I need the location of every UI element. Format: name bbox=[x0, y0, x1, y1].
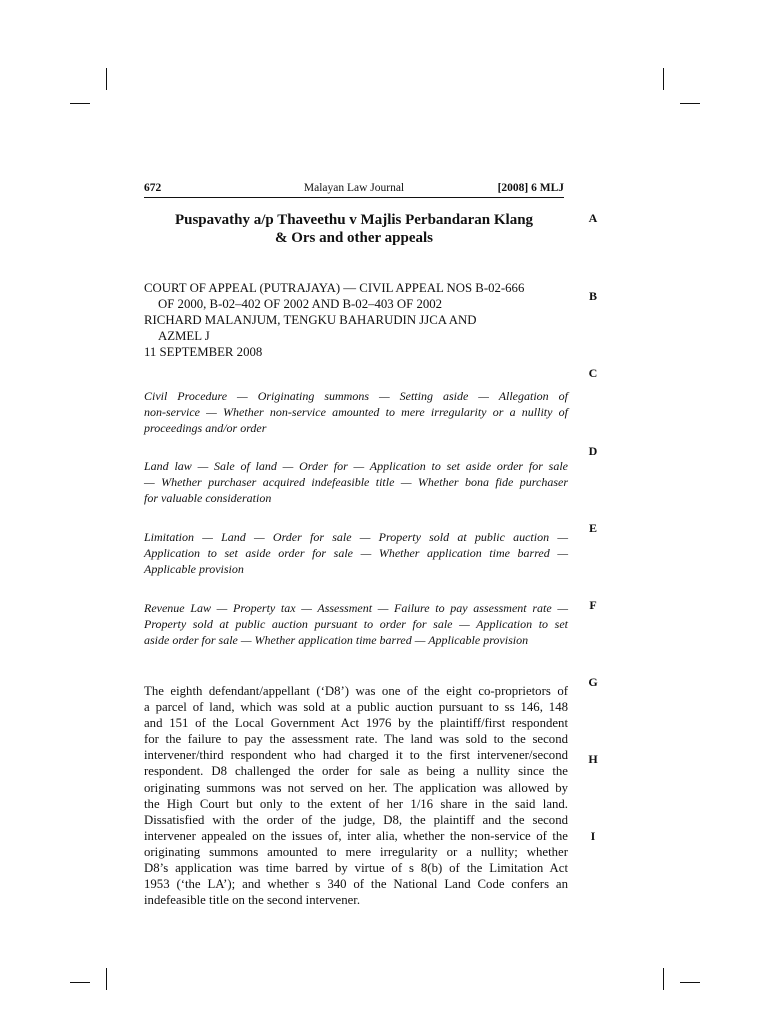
crop-mark-top-left-vertical bbox=[106, 68, 107, 90]
catchword-line: Revenue Law — Property tax — Assessment — Failure to pay assessment rate — bbox=[144, 601, 568, 615]
crop-mark-top-right-vertical bbox=[663, 68, 664, 90]
court-info bbox=[144, 280, 568, 360]
catchword-line: Land law — Sale of land — Order for — Application to set aside order for sale bbox=[144, 459, 568, 473]
catchword-line: Application to set aside order for sale — Whether application time barred — bbox=[144, 546, 568, 560]
crop-mark-bottom-right-horizontal bbox=[680, 982, 700, 983]
headnote-line: intervener/third respondent who had charged it to the first intervener/second bbox=[144, 748, 568, 763]
catchword-land-law bbox=[144, 458, 568, 506]
crop-mark-bottom-right-vertical bbox=[663, 968, 664, 990]
crop-mark-top-right-horizontal bbox=[680, 103, 700, 104]
case-title-line-1: Puspavathy a/p Thaveethu v Majlis Perbandaran Klang bbox=[174, 212, 534, 228]
catchword-line: Property sold at public auction pursuant to order for sale — Application to set bbox=[144, 617, 568, 631]
court-line: COURT OF APPEAL (PUTRAJAYA) — CIVIL APPEAL NOS B-02-666 bbox=[144, 281, 525, 295]
headnote-line: intervener appealed on the issues of, inter alia, whether the non-service of the bbox=[144, 828, 568, 843]
headnote-line: 1953 (‘the LA’); and whether s 340 of the National Land Code confers an bbox=[144, 877, 568, 892]
margin-letter-g: G bbox=[588, 675, 598, 689]
headnote-line: the High Court but only to the extent of her 1/16 share in the said land. bbox=[144, 796, 568, 811]
catchword-line: Applicable provision bbox=[144, 562, 244, 576]
margin-letter-h: H bbox=[588, 752, 598, 766]
judges-line: RICHARD MALANJUM, TENGKU BAHARUDIN JJCA AND bbox=[144, 313, 477, 327]
margin-letter-a: A bbox=[588, 211, 598, 225]
citation: [2008] 6 MLJ bbox=[497, 182, 564, 194]
court-line: OF 2000, B-02–402 OF 2002 AND B-02–403 OF 2002 bbox=[158, 297, 443, 311]
headnote-line: a parcel of land, which was sold at a public auction pursuant to ss 146, 148 bbox=[144, 700, 568, 715]
catchword-line: proceedings and/or order bbox=[144, 421, 267, 435]
case-title bbox=[144, 211, 564, 247]
catchword-line: Limitation — Land — Order for sale — Property sold at public auction — bbox=[144, 530, 568, 544]
headnote-line: originating summons was not served on her. The application was allowed by bbox=[144, 780, 568, 795]
page-number: 672 bbox=[144, 182, 162, 194]
headnote-line: indefeasible title on the second intervener. bbox=[144, 893, 361, 908]
headnote-line: D8’s application was time barred by virtue of s 8(b) of the Limitation Act bbox=[144, 861, 568, 876]
catchword-line: non-service — Whether non-service amounted to mere irregularity or a nullity of bbox=[144, 405, 568, 419]
margin-letter-d: D bbox=[588, 444, 598, 458]
margin-letter-e: E bbox=[588, 521, 597, 535]
catchword-line: for valuable consideration bbox=[144, 491, 272, 505]
headnote-line: and 151 of the Local Government Act 1976 by the plaintiff/first respondent bbox=[144, 716, 568, 731]
crop-mark-bottom-left-horizontal bbox=[70, 982, 90, 983]
headnote-line: Dissatisfied with the order of the judge, D8, the plaintiff and the second bbox=[144, 812, 568, 827]
catchword-limitation bbox=[144, 529, 568, 577]
catchword-revenue-law bbox=[144, 600, 568, 648]
crop-mark-bottom-left-vertical bbox=[106, 968, 107, 990]
headnote-line: respondent. D8 challenged the order for sale as being a nullity since the bbox=[144, 764, 568, 779]
headnote-line: originating summons amounted to mere irregularity or a nullity; whether bbox=[144, 844, 568, 859]
margin-letter-b: B bbox=[588, 289, 597, 303]
headnote-line: The eighth defendant/appellant (‘D8’) was one of the eight co-proprietors of bbox=[144, 684, 568, 698]
header-rule bbox=[144, 197, 564, 198]
journal-name: Malayan Law Journal bbox=[303, 182, 405, 194]
catchword-line: — Whether purchaser acquired indefeasible title — Whether bona fide purchaser bbox=[144, 475, 568, 489]
catchword-line: aside order for sale — Whether application time barred — Applicable provision bbox=[144, 633, 529, 647]
case-title-line-2: & Ors and other appeals bbox=[274, 230, 434, 246]
margin-letter-c: C bbox=[588, 366, 598, 380]
catchword-line: Civil Procedure — Originating summons — Setting aside — Allegation of bbox=[144, 389, 568, 403]
headnote-line: for the failure to pay the assessment rate. The land was sold to the second bbox=[144, 732, 568, 747]
margin-letter-f: F bbox=[589, 598, 597, 612]
running-header bbox=[144, 180, 564, 196]
margin-letter-i: I bbox=[590, 829, 596, 843]
crop-mark-top-left-horizontal bbox=[70, 103, 90, 104]
judges-line: AZMEL J bbox=[158, 329, 210, 343]
headnote-paragraph bbox=[144, 683, 568, 908]
catchword-civil-procedure bbox=[144, 388, 568, 436]
decision-date: 11 SEPTEMBER 2008 bbox=[144, 345, 263, 359]
